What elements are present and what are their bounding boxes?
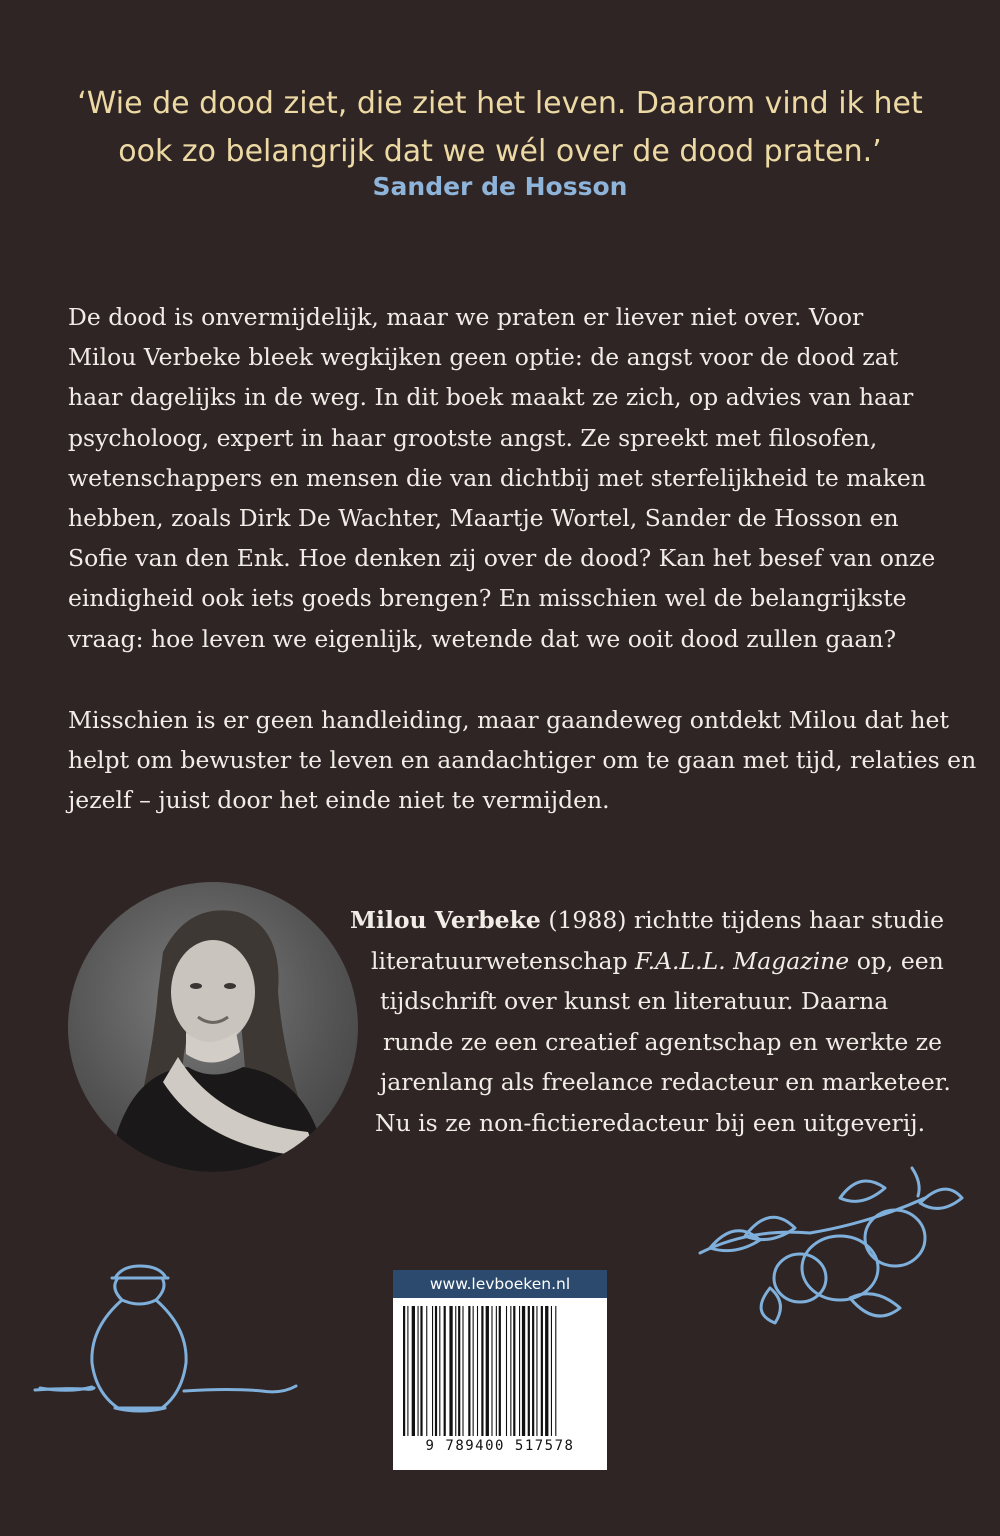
author-portrait-illustration [68, 882, 358, 1172]
magazine-title: F.A.L.L. Magazine [634, 946, 850, 975]
blurb-line: haar dagelijks in de weg. In dit boek maakt ze zich, op advies van haar [68, 383, 914, 412]
barcode-bar [541, 1306, 543, 1436]
barcode-bar [536, 1306, 537, 1436]
pull-quote [40, 80, 960, 176]
barcode-bars [401, 1306, 599, 1438]
barcode-bar [522, 1306, 525, 1436]
author-name: Milou Verbeke [350, 906, 541, 934]
blurb-line: helpt om bewuster te leven en aandachtiger om te gaan met tijd, relaties en [68, 746, 977, 775]
barcode-bar [458, 1306, 460, 1436]
blurb-line: eindigheid ook iets goeds brengen? En misschien wel de belangrijkste [68, 584, 907, 613]
barcode-bar [418, 1306, 419, 1436]
barcode-bar [532, 1306, 534, 1436]
blurb-paragraph-2 [68, 700, 977, 821]
blurb-paragraph-1 [68, 297, 948, 659]
blurb-line: psycholoog, expert in haar grootste angst. Ze spreekt met filosofen, [68, 423, 878, 452]
barcode-bar [455, 1306, 456, 1436]
vase-illustration [30, 1248, 330, 1428]
quote-line: ‘Wie de dood ziet, die ziet het leven. Daarom vind ik het [77, 86, 923, 121]
barcode-bar [412, 1306, 415, 1436]
barcode-bar [432, 1306, 433, 1436]
barcode-bar [519, 1306, 520, 1436]
lemon-branch-illustration [690, 1158, 970, 1338]
bio-text: literatuurwetenschap [371, 946, 635, 975]
barcode-bar [551, 1306, 552, 1436]
publisher-url: www.levboeken.nl [393, 1270, 607, 1298]
blurb-line: Milou Verbeke bleek wegkijken geen optie: de angst voor de dood zat [68, 343, 899, 372]
barcode-bar [513, 1306, 515, 1436]
barcode-bar [510, 1306, 511, 1436]
bio-text: op, een [849, 946, 944, 975]
barcode-bar [435, 1306, 437, 1436]
blurb-line: vraag: hoe leven we eigenlijk, wetende dat we ooit dood zullen gaan? [68, 624, 897, 653]
quote-line: ook zo belangrijk dat we wél over de dood praten.’ [118, 134, 882, 169]
author-portrait [68, 882, 358, 1172]
bio-line: runde ze een creatief agentschap en werkte ze [383, 1027, 942, 1056]
barcode-bar [506, 1306, 507, 1436]
barcode-bar [449, 1306, 452, 1436]
blurb-line: hebben, zoals Dirk De Wachter, Maartje Wortel, Sander de Hosson en [68, 504, 899, 533]
barcode-bar [555, 1306, 556, 1436]
barcode-bar [403, 1306, 405, 1436]
barcode-bar [420, 1306, 422, 1436]
isbn-number: 9 789400 517578 [425, 1438, 575, 1454]
blurb-line: De dood is onvermijdelijk, maar we praten er liever niet over. Voor [68, 303, 864, 331]
barcode-bar [462, 1306, 463, 1436]
barcode-bar [486, 1306, 489, 1436]
quote-author: Sander de Hosson [372, 172, 628, 201]
blurb-line: wetenschappers en mensen die van dichtbij met sterfelijkheid te maken [68, 463, 926, 492]
barcode-bar [407, 1306, 408, 1436]
bio-line: jarenlang als freelance redacteur en marketeer. [380, 1068, 951, 1096]
barcode-bar [499, 1306, 501, 1436]
blurb-line: jezelf – juist door het einde niet te vermijden. [68, 786, 610, 815]
barcode-bar [528, 1306, 530, 1436]
barcode-bar [545, 1306, 548, 1436]
barcode-bar [439, 1306, 440, 1436]
barcode-bar [444, 1306, 446, 1436]
barcode-bar [473, 1306, 474, 1436]
barcode-panel [393, 1270, 607, 1470]
bio-line [350, 900, 944, 941]
barcode-bar [496, 1306, 497, 1436]
bio-text: (1988) richtte tijdens haar studie [540, 906, 945, 934]
barcode-bar [491, 1306, 492, 1436]
barcode-bar [426, 1306, 427, 1436]
barcode-bar [477, 1306, 478, 1436]
blurb-line: Misschien is er geen handleiding, maar gaandeweg ontdekt Milou dat het [68, 706, 949, 734]
bio-line: Nu is ze non-fictieredacteur bij een uitgeverij. [375, 1108, 926, 1137]
barcode-bar [481, 1306, 483, 1436]
bio-line: tijdschrift over kunst en literatuur. Daarna [380, 987, 889, 1015]
blurb-line: Sofie van den Enk. Hoe denken zij over de dood? Kan het besef van onze [68, 544, 936, 573]
bio-line [371, 941, 944, 982]
barcode-bar [468, 1306, 470, 1436]
